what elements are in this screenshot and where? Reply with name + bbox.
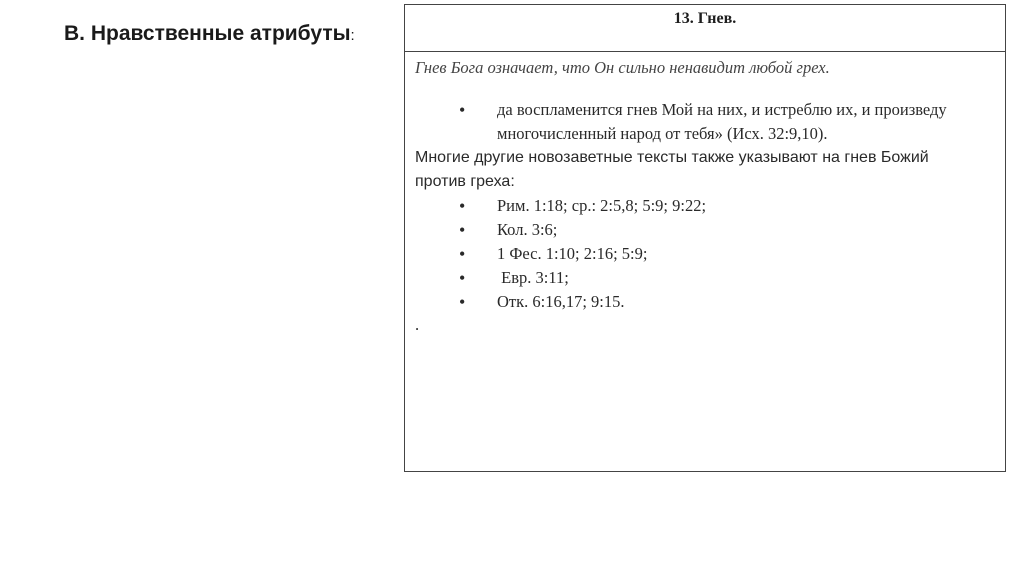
reference-item <box>415 242 997 266</box>
document-table <box>404 4 1006 472</box>
reference-text: 1 Фес. 1:10; 2:16; 5:9; <box>497 244 648 263</box>
bullet: • <box>459 100 466 120</box>
bullet: • <box>459 268 466 288</box>
reference-text: Евр. 3:11; <box>497 268 569 287</box>
reference-item <box>415 194 997 218</box>
slide-heading-text: В. Нравственные атрибуты <box>64 22 351 45</box>
reference-text: Кол. 3:6; <box>497 220 558 239</box>
reference-text: Рим. 1:18; ср.: 2:5,8; 5:9; 9:22; <box>497 196 707 215</box>
bullet: • <box>459 220 466 240</box>
reference-item <box>415 218 997 242</box>
reference-text: Отк. 6:16,17; 9:15. <box>497 292 625 311</box>
slide-heading-colon: : <box>350 27 355 44</box>
reference-list <box>415 194 997 314</box>
document-body <box>405 52 1005 334</box>
quote-list <box>415 98 997 146</box>
slide-heading <box>64 22 355 46</box>
quote-item-text: да воспламенится гнев Мой на них, и истреблю их, и произведу многочисленный народ от тебя» (Исх. 32:9,10). <box>497 100 947 143</box>
document-title: 13. Гнев. <box>405 5 1005 52</box>
intro-text: Гнев Бога означает, что Он сильно ненавидит любой грех. <box>415 58 830 77</box>
reference-item <box>415 266 997 290</box>
paragraph-text: Многие другие новозаветные тексты также указывают на гнев Божий против греха: <box>415 149 929 190</box>
bullet: • <box>459 244 466 264</box>
reference-item <box>415 290 997 314</box>
bullet: • <box>459 196 466 216</box>
bullet: • <box>459 292 466 312</box>
quote-item <box>415 98 997 146</box>
trailing-dot: . <box>415 315 420 334</box>
